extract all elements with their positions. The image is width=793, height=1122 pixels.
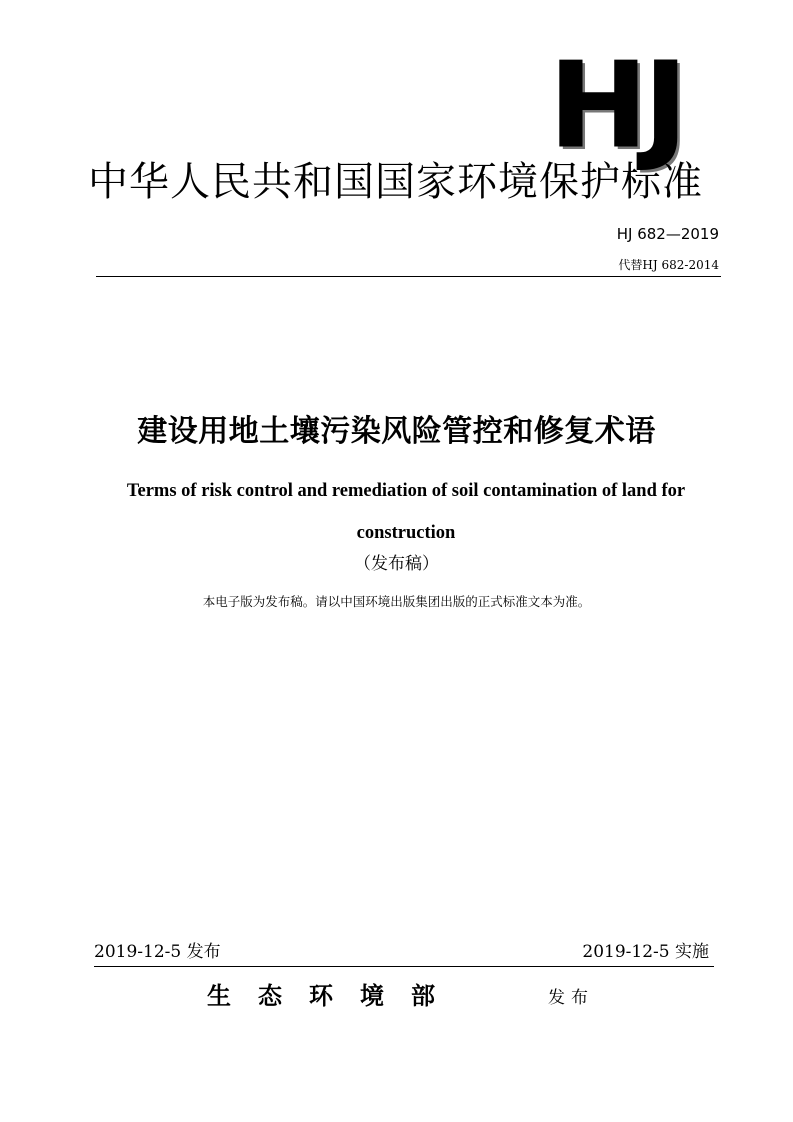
footer-divider [94, 966, 714, 967]
publisher-name: 生态环境部 [207, 982, 462, 1010]
header-divider [96, 276, 721, 277]
organization-title: 中华人民共和国国家环境保护标准 [88, 159, 703, 205]
edition-note: 本电子版为发布稿。请以中国环境出版集团出版的正式标准文本为准。 [202, 594, 591, 609]
standard-number: HJ 682—2019 [616, 225, 719, 243]
draft-label: （发布稿） [354, 554, 439, 574]
hj-logo: HJ [549, 36, 684, 174]
publish-word: 发布 [548, 988, 594, 1008]
implementation-date: 2019-12-5 实施 [582, 942, 709, 962]
replaces-note: 代替HJ 682-2014 [618, 258, 719, 272]
issue-date: 2019-12-5 发布 [94, 942, 221, 962]
document-title-english: Terms of risk control and remediation of soil contamination of land for construction [126, 481, 686, 543]
document-title-chinese: 建设用地土壤污染风险管控和修复术语 [137, 414, 656, 449]
